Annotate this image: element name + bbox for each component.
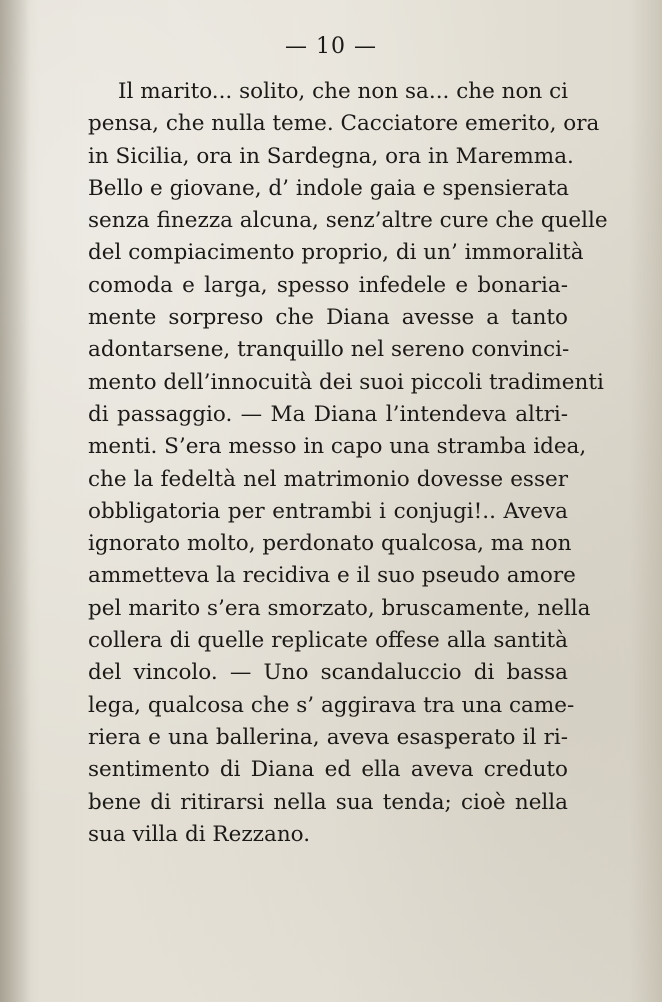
text-line: mente sorpreso che Diana avesse a tanto [88,305,568,331]
text-line: ammetteva la recidiva e il suo pseudo amore [88,563,576,589]
text-line: adontarsene, tranquillo nel sereno convinci- [88,337,570,363]
text-line: lega, qualcosa che s’ aggirava tra una came- [88,692,575,718]
body-text [88,76,608,851]
text-line: obbligatoria per entrambi i conjugi!.. Aveva [88,498,568,524]
text-line: di passaggio. — Ma Diana l’intendeva altri- [88,401,568,427]
text-line: senza finezza alcuna, senz’altre cure che quelle [88,208,608,234]
page-number: — 10 — [285,34,377,59]
text-line: pel marito s’era smorzato, bruscamente, nella [88,595,591,621]
text-line: menti. S’era messo in capo una stramba idea, [88,434,587,460]
text-line: bene di ritirarsi nella sua tenda; cioè nella [88,789,568,815]
text-line: pensa, che nulla teme. Cacciatore emerito, ora [88,111,600,137]
text-line: Il marito... solito, che non sa... che non ci [118,79,569,104]
text-line: collera di quelle replicate offese alla santità [88,628,568,654]
text-line: in Sicilia, ora in Sardegna, ora in Maremma. [88,143,574,169]
text-line: sua villa di Rezzano. [88,821,311,847]
text-line: del vincolo. — Uno scandaluccio di bassa [88,660,568,686]
text-line: ignorato molto, perdonato qualcosa, ma non [88,531,572,557]
text-line: del compiacimento proprio, di un’ immoralità [88,240,584,266]
binding-shadow [0,0,30,1002]
text-line: riera e una ballerina, aveva esasperato il ri- [88,724,568,750]
text-line: che la fedeltà nel matrimonio dovesse esser [88,466,568,492]
text-line: mento dell’innocuità dei suoi piccoli tradimenti [88,369,604,395]
text-line: comoda e larga, spesso infedele e bonaria- [88,272,568,298]
text-line: sentimento di Diana ed ella aveva creduto [88,757,568,783]
text-line: Bello e giovane, d’ indole gaia e spensierata [88,175,569,201]
